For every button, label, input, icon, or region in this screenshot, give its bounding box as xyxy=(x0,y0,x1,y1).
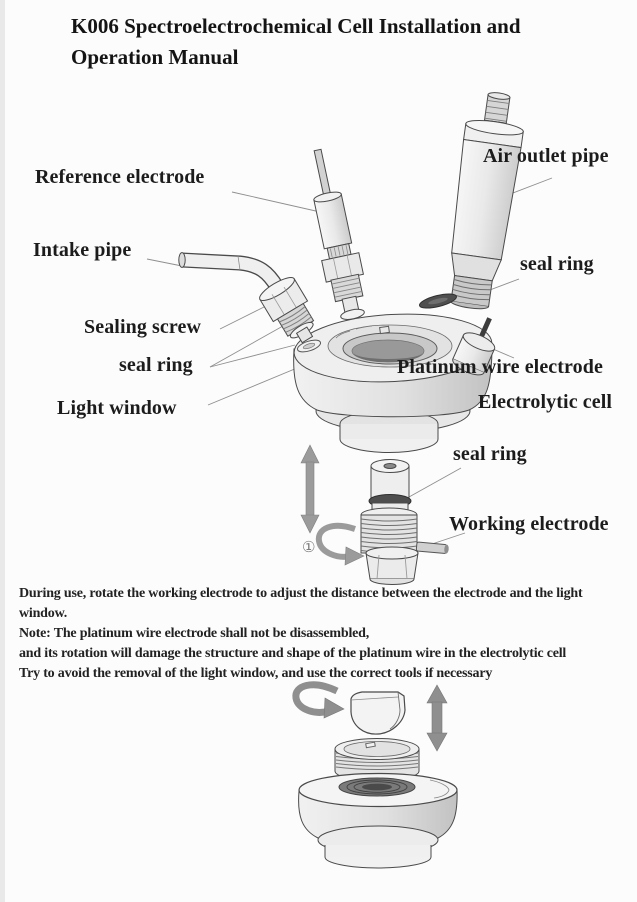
page-title-line1: K006 Spectroelectrochemical Cell Installation and xyxy=(71,14,521,38)
note-line: Try to avoid the removal of the light window, and use the correct tools if necessary xyxy=(19,666,493,681)
note-line: Note: The platinum wire electrode shall not be disassembled, xyxy=(19,626,370,641)
air-outlet-pipe-part xyxy=(440,89,528,312)
label-seal-ring-left: seal ring xyxy=(119,354,193,376)
step-1-marker: ① xyxy=(302,538,316,556)
page-title-line2: Operation Manual xyxy=(71,45,239,69)
label-intake-pipe: Intake pipe xyxy=(33,239,132,261)
move-up-down-arrow-icon xyxy=(301,445,319,533)
reference-electrode-part xyxy=(299,146,372,323)
rotate-arrow-icon xyxy=(319,526,364,565)
label-sealing-screw: Sealing screw xyxy=(84,316,202,338)
label-seal-ring-right: seal ring xyxy=(520,253,594,275)
label-reference-electrode: Reference electrode xyxy=(35,166,205,188)
figure2-move-up-down-arrow-icon xyxy=(427,685,447,751)
figure2-light-window-part xyxy=(351,692,405,734)
label-light-window: Light window xyxy=(57,397,177,419)
light-window-removal-figure xyxy=(296,685,457,868)
label-working-electrode: Working electrode xyxy=(449,513,609,535)
label-platinum-wire-electrode: Platinum wire electrode xyxy=(397,356,603,378)
note-line: and its rotation will damage the structure and shape of the platinum wire in the electrolytic cell xyxy=(19,646,567,661)
label-electrolytic-cell: Electrolytic cell xyxy=(478,391,613,413)
figure2-cell-body-part xyxy=(299,774,458,868)
figure2-rotate-arrow-icon xyxy=(296,685,344,718)
note-line: During use, rotate the working electrode to adjust the distance between the electrode and the light window. xyxy=(19,586,583,621)
notes-block xyxy=(19,584,629,684)
seal-ring-air-outlet-part xyxy=(418,291,458,311)
electrolytic-cell-part xyxy=(292,309,493,452)
page-title xyxy=(71,11,611,73)
working-electrode-part xyxy=(361,460,449,585)
label-air-outlet-pipe: Air outlet pipe xyxy=(483,145,609,167)
label-seal-ring-bottom: seal ring xyxy=(453,443,527,465)
